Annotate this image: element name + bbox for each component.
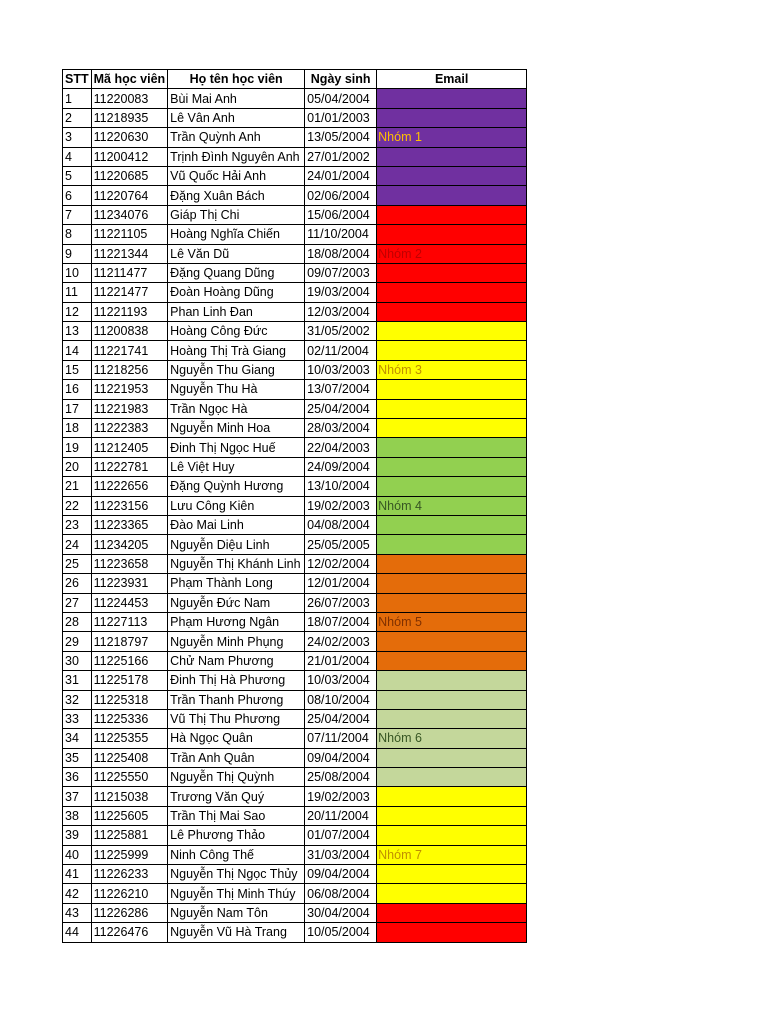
cell-ngay-sinh[interactable]: 26/07/2003 bbox=[305, 593, 377, 612]
cell-email[interactable] bbox=[377, 768, 527, 787]
cell-ma-hoc-vien[interactable]: 11224453 bbox=[91, 593, 168, 612]
cell-email[interactable] bbox=[377, 263, 527, 282]
cell-ngay-sinh[interactable]: 10/03/2003 bbox=[305, 360, 377, 379]
cell-stt[interactable]: 12 bbox=[63, 302, 92, 321]
cell-ma-hoc-vien[interactable]: 11225999 bbox=[91, 845, 168, 864]
cell-email[interactable] bbox=[377, 225, 527, 244]
cell-ma-hoc-vien[interactable]: 11225408 bbox=[91, 748, 168, 767]
cell-ma-hoc-vien[interactable]: 11220630 bbox=[91, 128, 168, 147]
cell-email[interactable] bbox=[377, 845, 527, 864]
cell-ngay-sinh[interactable]: 13/07/2004 bbox=[305, 380, 377, 399]
cell-ma-hoc-vien[interactable]: 11221983 bbox=[91, 399, 168, 418]
cell-stt[interactable]: 27 bbox=[63, 593, 92, 612]
table-row bbox=[63, 244, 527, 263]
cell-ngay-sinh[interactable]: 12/03/2004 bbox=[305, 302, 377, 321]
cell-stt[interactable]: 33 bbox=[63, 709, 92, 728]
cell-stt[interactable]: 13 bbox=[63, 322, 92, 341]
cell-ma-hoc-vien[interactable]: 11225881 bbox=[91, 826, 168, 845]
cell-stt[interactable]: 18 bbox=[63, 419, 92, 438]
cell-ho-ten[interactable]: Lê Việt Huy bbox=[168, 457, 305, 476]
cell-email[interactable] bbox=[377, 477, 527, 496]
cell-ho-ten[interactable]: Hoàng Công Đức bbox=[168, 322, 305, 341]
table-body bbox=[63, 89, 527, 942]
cell-ngay-sinh[interactable]: 18/07/2004 bbox=[305, 612, 377, 631]
cell-ma-hoc-vien[interactable]: 11222383 bbox=[91, 419, 168, 438]
cell-email[interactable] bbox=[377, 89, 527, 108]
cell-stt[interactable]: 44 bbox=[63, 923, 92, 942]
table-row bbox=[63, 709, 527, 728]
group-label: Nhóm 1 bbox=[378, 130, 422, 145]
cell-ma-hoc-vien[interactable]: 11215038 bbox=[91, 787, 168, 806]
cell-ngay-sinh[interactable]: 01/01/2003 bbox=[305, 108, 377, 127]
cell-ma-hoc-vien[interactable]: 11200412 bbox=[91, 147, 168, 166]
cell-ma-hoc-vien[interactable]: 11212405 bbox=[91, 438, 168, 457]
cell-ho-ten[interactable]: Phạm Thành Long bbox=[168, 574, 305, 593]
cell-stt[interactable]: 20 bbox=[63, 457, 92, 476]
cell-ma-hoc-vien[interactable]: 11226476 bbox=[91, 923, 168, 942]
cell-stt[interactable]: 38 bbox=[63, 806, 92, 825]
cell-email[interactable] bbox=[377, 884, 527, 903]
cell-ma-hoc-vien[interactable]: 11221953 bbox=[91, 380, 168, 399]
cell-ngay-sinh[interactable]: 31/05/2002 bbox=[305, 322, 377, 341]
cell-stt[interactable]: 15 bbox=[63, 360, 92, 379]
cell-email[interactable] bbox=[377, 341, 527, 360]
cell-stt[interactable]: 24 bbox=[63, 535, 92, 554]
cell-email[interactable] bbox=[377, 923, 527, 942]
cell-ho-ten[interactable]: Đặng Quỳnh Hương bbox=[168, 477, 305, 496]
cell-ngay-sinh[interactable]: 30/04/2004 bbox=[305, 903, 377, 922]
header-ma-hoc-vien[interactable]: Mã học viên bbox=[91, 70, 168, 89]
cell-stt[interactable]: 11 bbox=[63, 283, 92, 302]
cell-ho-ten[interactable]: Chử Nam Phương bbox=[168, 651, 305, 670]
table-row bbox=[63, 380, 527, 399]
table-row bbox=[63, 515, 527, 534]
table-row bbox=[63, 399, 527, 418]
cell-ngay-sinh[interactable]: 25/04/2004 bbox=[305, 399, 377, 418]
cell-email[interactable] bbox=[377, 419, 527, 438]
cell-email[interactable] bbox=[377, 535, 527, 554]
table-row bbox=[63, 496, 527, 515]
cell-stt[interactable]: 34 bbox=[63, 729, 92, 748]
header-stt[interactable]: STT bbox=[63, 70, 92, 89]
cell-ngay-sinh[interactable]: 25/04/2004 bbox=[305, 709, 377, 728]
cell-ho-ten[interactable]: Nguyễn Thị Ngọc Thủy bbox=[168, 865, 305, 884]
cell-ho-ten[interactable]: Nguyễn Vũ Hà Trang bbox=[168, 923, 305, 942]
cell-ngay-sinh[interactable]: 06/08/2004 bbox=[305, 884, 377, 903]
cell-ngay-sinh[interactable]: 02/11/2004 bbox=[305, 341, 377, 360]
cell-ho-ten[interactable]: Lê Phương Thảo bbox=[168, 826, 305, 845]
cell-email[interactable] bbox=[377, 593, 527, 612]
cell-stt[interactable]: 43 bbox=[63, 903, 92, 922]
cell-ho-ten[interactable]: Trần Thanh Phương bbox=[168, 690, 305, 709]
cell-ho-ten[interactable]: Đặng Xuân Bách bbox=[168, 186, 305, 205]
cell-ho-ten[interactable]: Lê Vân Anh bbox=[168, 108, 305, 127]
cell-stt[interactable]: 36 bbox=[63, 768, 92, 787]
table-row bbox=[63, 865, 527, 884]
cell-stt[interactable]: 16 bbox=[63, 380, 92, 399]
table-row bbox=[63, 845, 527, 864]
cell-ma-hoc-vien[interactable]: 11226286 bbox=[91, 903, 168, 922]
table-row bbox=[63, 612, 527, 631]
cell-ma-hoc-vien[interactable]: 11220685 bbox=[91, 166, 168, 185]
table-row bbox=[63, 787, 527, 806]
cell-ngay-sinh[interactable]: 12/01/2004 bbox=[305, 574, 377, 593]
cell-email[interactable] bbox=[377, 632, 527, 651]
cell-ngay-sinh[interactable]: 05/04/2004 bbox=[305, 89, 377, 108]
cell-ho-ten[interactable]: Hoàng Thị Trà Giang bbox=[168, 341, 305, 360]
cell-email[interactable] bbox=[377, 108, 527, 127]
cell-stt[interactable]: 6 bbox=[63, 186, 92, 205]
cell-ma-hoc-vien[interactable]: 11218935 bbox=[91, 108, 168, 127]
cell-ho-ten[interactable]: Trương Văn Quý bbox=[168, 787, 305, 806]
cell-ma-hoc-vien[interactable]: 11225605 bbox=[91, 806, 168, 825]
cell-ma-hoc-vien[interactable]: 11234076 bbox=[91, 205, 168, 224]
cell-ho-ten[interactable]: Trần Anh Quân bbox=[168, 748, 305, 767]
cell-ngay-sinh[interactable]: 07/11/2004 bbox=[305, 729, 377, 748]
cell-stt[interactable]: 25 bbox=[63, 554, 92, 573]
cell-stt[interactable]: 26 bbox=[63, 574, 92, 593]
cell-ngay-sinh[interactable]: 31/03/2004 bbox=[305, 845, 377, 864]
cell-ngay-sinh[interactable]: 28/03/2004 bbox=[305, 419, 377, 438]
cell-ngay-sinh[interactable]: 25/05/2005 bbox=[305, 535, 377, 554]
cell-email[interactable] bbox=[377, 671, 527, 690]
cell-email[interactable] bbox=[377, 205, 527, 224]
cell-ngay-sinh[interactable]: 01/07/2004 bbox=[305, 826, 377, 845]
cell-stt[interactable]: 9 bbox=[63, 244, 92, 263]
cell-ngay-sinh[interactable]: 12/02/2004 bbox=[305, 554, 377, 573]
table-row bbox=[63, 283, 527, 302]
cell-ma-hoc-vien[interactable]: 11221741 bbox=[91, 341, 168, 360]
cell-email[interactable] bbox=[377, 612, 527, 631]
cell-stt[interactable]: 4 bbox=[63, 147, 92, 166]
table-row bbox=[63, 903, 527, 922]
cell-ho-ten[interactable]: Đinh Thị Hà Phương bbox=[168, 671, 305, 690]
cell-email[interactable] bbox=[377, 166, 527, 185]
cell-ho-ten[interactable]: Nguyễn Thu Giang bbox=[168, 360, 305, 379]
cell-ngay-sinh[interactable]: 19/02/2003 bbox=[305, 496, 377, 515]
cell-stt[interactable]: 28 bbox=[63, 612, 92, 631]
cell-ma-hoc-vien[interactable]: 11218797 bbox=[91, 632, 168, 651]
cell-ngay-sinh[interactable]: 21/01/2004 bbox=[305, 651, 377, 670]
group-label: Nhóm 5 bbox=[378, 614, 422, 629]
cell-ho-ten[interactable]: Nguyễn Thị Khánh Linh bbox=[168, 554, 305, 573]
cell-ho-ten[interactable]: Ninh Công Thế bbox=[168, 845, 305, 864]
cell-ngay-sinh[interactable]: 10/03/2004 bbox=[305, 671, 377, 690]
group-label: Nhóm 3 bbox=[378, 362, 422, 377]
header-ngay-sinh[interactable]: Ngày sinh bbox=[305, 70, 377, 89]
cell-ho-ten[interactable]: Vũ Thị Thu Phương bbox=[168, 709, 305, 728]
table-row bbox=[63, 593, 527, 612]
cell-stt[interactable]: 31 bbox=[63, 671, 92, 690]
cell-ngay-sinh[interactable]: 20/11/2004 bbox=[305, 806, 377, 825]
cell-email[interactable] bbox=[377, 283, 527, 302]
cell-email[interactable] bbox=[377, 302, 527, 321]
table-row bbox=[63, 554, 527, 573]
table-row bbox=[63, 632, 527, 651]
table-row bbox=[63, 438, 527, 457]
cell-stt[interactable]: 42 bbox=[63, 884, 92, 903]
cell-ma-hoc-vien[interactable]: 11221105 bbox=[91, 225, 168, 244]
cell-ngay-sinh[interactable]: 24/09/2004 bbox=[305, 457, 377, 476]
cell-email[interactable] bbox=[377, 380, 527, 399]
cell-stt[interactable]: 7 bbox=[63, 205, 92, 224]
table-row bbox=[63, 263, 527, 282]
cell-ho-ten[interactable]: Nguyễn Minh Phụng bbox=[168, 632, 305, 651]
cell-ho-ten[interactable]: Trịnh Đình Nguyên Anh bbox=[168, 147, 305, 166]
cell-ho-ten[interactable]: Nguyễn Thị Quỳnh bbox=[168, 768, 305, 787]
cell-ma-hoc-vien[interactable]: 11211477 bbox=[91, 263, 168, 282]
cell-ma-hoc-vien[interactable]: 11226210 bbox=[91, 884, 168, 903]
cell-ma-hoc-vien[interactable]: 11234205 bbox=[91, 535, 168, 554]
cell-stt[interactable]: 2 bbox=[63, 108, 92, 127]
cell-stt[interactable]: 3 bbox=[63, 128, 92, 147]
cell-stt[interactable]: 17 bbox=[63, 399, 92, 418]
cell-ma-hoc-vien[interactable]: 11226233 bbox=[91, 865, 168, 884]
cell-ho-ten[interactable]: Đào Mai Linh bbox=[168, 515, 305, 534]
cell-ho-ten[interactable]: Nguyễn Thị Minh Thúy bbox=[168, 884, 305, 903]
header-email[interactable]: Email bbox=[377, 70, 527, 89]
cell-ma-hoc-vien[interactable]: 11225336 bbox=[91, 709, 168, 728]
cell-ma-hoc-vien[interactable]: 11223658 bbox=[91, 554, 168, 573]
cell-stt[interactable]: 10 bbox=[63, 263, 92, 282]
cell-stt[interactable]: 40 bbox=[63, 845, 92, 864]
cell-ngay-sinh[interactable]: 02/06/2004 bbox=[305, 186, 377, 205]
cell-ma-hoc-vien[interactable]: 11225166 bbox=[91, 651, 168, 670]
cell-ho-ten[interactable]: Nguyễn Minh Hoa bbox=[168, 419, 305, 438]
table-row bbox=[63, 128, 527, 147]
cell-ho-ten[interactable]: Hoàng Nghĩa Chiến bbox=[168, 225, 305, 244]
cell-email[interactable] bbox=[377, 554, 527, 573]
cell-ma-hoc-vien[interactable]: 11225355 bbox=[91, 729, 168, 748]
cell-email[interactable] bbox=[377, 651, 527, 670]
student-table bbox=[62, 69, 527, 943]
table-row bbox=[63, 186, 527, 205]
table-row bbox=[63, 690, 527, 709]
cell-email[interactable] bbox=[377, 438, 527, 457]
table-row bbox=[63, 748, 527, 767]
cell-ngay-sinh[interactable]: 08/10/2004 bbox=[305, 690, 377, 709]
cell-ho-ten[interactable]: Lê Văn Dũ bbox=[168, 244, 305, 263]
table-row bbox=[63, 806, 527, 825]
cell-ho-ten[interactable]: Hà Ngọc Quân bbox=[168, 729, 305, 748]
cell-ho-ten[interactable]: Trần Quỳnh Anh bbox=[168, 128, 305, 147]
cell-ma-hoc-vien[interactable]: 11220764 bbox=[91, 186, 168, 205]
cell-ho-ten[interactable]: Nguyễn Thu Hà bbox=[168, 380, 305, 399]
cell-email[interactable] bbox=[377, 496, 527, 515]
cell-stt[interactable]: 29 bbox=[63, 632, 92, 651]
cell-ngay-sinh[interactable]: 25/08/2004 bbox=[305, 768, 377, 787]
cell-ma-hoc-vien[interactable]: 11222656 bbox=[91, 477, 168, 496]
cell-ma-hoc-vien[interactable]: 11223931 bbox=[91, 574, 168, 593]
cell-stt[interactable]: 41 bbox=[63, 865, 92, 884]
cell-ma-hoc-vien[interactable]: 11220083 bbox=[91, 89, 168, 108]
cell-email[interactable] bbox=[377, 244, 527, 263]
table-row bbox=[63, 651, 527, 670]
cell-ho-ten[interactable]: Lưu Công Kiên bbox=[168, 496, 305, 515]
table-row bbox=[63, 457, 527, 476]
table-row bbox=[63, 166, 527, 185]
cell-email[interactable] bbox=[377, 826, 527, 845]
table-row bbox=[63, 225, 527, 244]
group-label: Nhóm 4 bbox=[378, 498, 422, 513]
cell-ngay-sinh[interactable]: 19/03/2004 bbox=[305, 283, 377, 302]
cell-ma-hoc-vien[interactable]: 11225550 bbox=[91, 768, 168, 787]
cell-email[interactable] bbox=[377, 806, 527, 825]
cell-ngay-sinh[interactable]: 15/06/2004 bbox=[305, 205, 377, 224]
cell-email[interactable] bbox=[377, 574, 527, 593]
cell-ho-ten[interactable]: Giáp Thị Chi bbox=[168, 205, 305, 224]
cell-ho-ten[interactable]: Vũ Quốc Hải Anh bbox=[168, 166, 305, 185]
cell-ma-hoc-vien[interactable]: 11222781 bbox=[91, 457, 168, 476]
table-row bbox=[63, 360, 527, 379]
cell-email[interactable] bbox=[377, 729, 527, 748]
cell-ma-hoc-vien[interactable]: 11218256 bbox=[91, 360, 168, 379]
cell-ma-hoc-vien[interactable]: 11200838 bbox=[91, 322, 168, 341]
cell-ho-ten[interactable]: Trần Ngọc Hà bbox=[168, 399, 305, 418]
cell-email[interactable] bbox=[377, 690, 527, 709]
cell-ma-hoc-vien[interactable]: 11223365 bbox=[91, 515, 168, 534]
cell-ngay-sinh[interactable]: 10/05/2004 bbox=[305, 923, 377, 942]
cell-ngay-sinh[interactable]: 09/04/2004 bbox=[305, 865, 377, 884]
group-label: Nhóm 7 bbox=[378, 847, 422, 862]
cell-email[interactable] bbox=[377, 903, 527, 922]
cell-ho-ten[interactable]: Trần Thị Mai Sao bbox=[168, 806, 305, 825]
cell-ngay-sinh[interactable]: 13/10/2004 bbox=[305, 477, 377, 496]
table-row bbox=[63, 729, 527, 748]
table-row bbox=[63, 419, 527, 438]
cell-stt[interactable]: 8 bbox=[63, 225, 92, 244]
table-row bbox=[63, 574, 527, 593]
group-label: Nhóm 2 bbox=[378, 246, 422, 261]
cell-email[interactable] bbox=[377, 457, 527, 476]
table-row bbox=[63, 108, 527, 127]
cell-email[interactable] bbox=[377, 515, 527, 534]
cell-stt[interactable]: 19 bbox=[63, 438, 92, 457]
cell-email[interactable] bbox=[377, 322, 527, 341]
cell-stt[interactable]: 39 bbox=[63, 826, 92, 845]
cell-ho-ten[interactable]: Nguyễn Diệu Linh bbox=[168, 535, 305, 554]
cell-ngay-sinh[interactable]: 13/05/2004 bbox=[305, 128, 377, 147]
cell-ngay-sinh[interactable]: 09/04/2004 bbox=[305, 748, 377, 767]
cell-ho-ten[interactable]: Nguyễn Đức Nam bbox=[168, 593, 305, 612]
cell-stt[interactable]: 30 bbox=[63, 651, 92, 670]
table-row bbox=[63, 302, 527, 321]
cell-email[interactable] bbox=[377, 865, 527, 884]
cell-stt[interactable]: 21 bbox=[63, 477, 92, 496]
header-row bbox=[63, 70, 527, 89]
cell-email[interactable] bbox=[377, 399, 527, 418]
cell-ho-ten[interactable]: Bùi Mai Anh bbox=[168, 89, 305, 108]
cell-email[interactable] bbox=[377, 709, 527, 728]
cell-ngay-sinh[interactable]: 24/01/2004 bbox=[305, 166, 377, 185]
cell-ngay-sinh[interactable]: 09/07/2003 bbox=[305, 263, 377, 282]
table-row bbox=[63, 535, 527, 554]
cell-ngay-sinh[interactable]: 04/08/2004 bbox=[305, 515, 377, 534]
cell-ngay-sinh[interactable]: 27/01/2002 bbox=[305, 147, 377, 166]
cell-ho-ten[interactable]: Đặng Quang Dũng bbox=[168, 263, 305, 282]
cell-ma-hoc-vien[interactable]: 11221193 bbox=[91, 302, 168, 321]
cell-ho-ten[interactable]: Phan Linh Đan bbox=[168, 302, 305, 321]
cell-email[interactable] bbox=[377, 360, 527, 379]
cell-ma-hoc-vien[interactable]: 11223156 bbox=[91, 496, 168, 515]
cell-stt[interactable]: 23 bbox=[63, 515, 92, 534]
table-row bbox=[63, 884, 527, 903]
cell-ngay-sinh[interactable]: 22/04/2003 bbox=[305, 438, 377, 457]
cell-ma-hoc-vien[interactable]: 11221477 bbox=[91, 283, 168, 302]
table-row bbox=[63, 147, 527, 166]
cell-email[interactable] bbox=[377, 787, 527, 806]
cell-stt[interactable]: 22 bbox=[63, 496, 92, 515]
cell-ho-ten[interactable]: Nguyễn Nam Tôn bbox=[168, 903, 305, 922]
table-row bbox=[63, 89, 527, 108]
cell-stt[interactable]: 1 bbox=[63, 89, 92, 108]
cell-ma-hoc-vien[interactable]: 11227113 bbox=[91, 612, 168, 631]
cell-stt[interactable]: 37 bbox=[63, 787, 92, 806]
cell-stt[interactable]: 5 bbox=[63, 166, 92, 185]
cell-ho-ten[interactable]: Đoàn Hoàng Dũng bbox=[168, 283, 305, 302]
cell-ngay-sinh[interactable]: 18/08/2004 bbox=[305, 244, 377, 263]
cell-email[interactable] bbox=[377, 186, 527, 205]
table-row bbox=[63, 671, 527, 690]
cell-ngay-sinh[interactable]: 11/10/2004 bbox=[305, 225, 377, 244]
header-ho-ten[interactable]: Họ tên học viên bbox=[168, 70, 305, 89]
cell-email[interactable] bbox=[377, 147, 527, 166]
cell-stt[interactable]: 14 bbox=[63, 341, 92, 360]
group-label: Nhóm 6 bbox=[378, 731, 422, 746]
cell-ho-ten[interactable]: Đinh Thị Ngọc Huế bbox=[168, 438, 305, 457]
cell-email[interactable] bbox=[377, 128, 527, 147]
cell-ma-hoc-vien[interactable]: 11225178 bbox=[91, 671, 168, 690]
table-row bbox=[63, 341, 527, 360]
table-row bbox=[63, 768, 527, 787]
cell-stt[interactable]: 32 bbox=[63, 690, 92, 709]
cell-ho-ten[interactable]: Phạm Hương Ngân bbox=[168, 612, 305, 631]
cell-stt[interactable]: 35 bbox=[63, 748, 92, 767]
cell-email[interactable] bbox=[377, 748, 527, 767]
table-row bbox=[63, 322, 527, 341]
table-row bbox=[63, 205, 527, 224]
cell-ma-hoc-vien[interactable]: 11221344 bbox=[91, 244, 168, 263]
cell-ngay-sinh[interactable]: 19/02/2003 bbox=[305, 787, 377, 806]
table-row bbox=[63, 826, 527, 845]
table-row bbox=[63, 923, 527, 942]
cell-ngay-sinh[interactable]: 24/02/2003 bbox=[305, 632, 377, 651]
table-row bbox=[63, 477, 527, 496]
cell-ma-hoc-vien[interactable]: 11225318 bbox=[91, 690, 168, 709]
